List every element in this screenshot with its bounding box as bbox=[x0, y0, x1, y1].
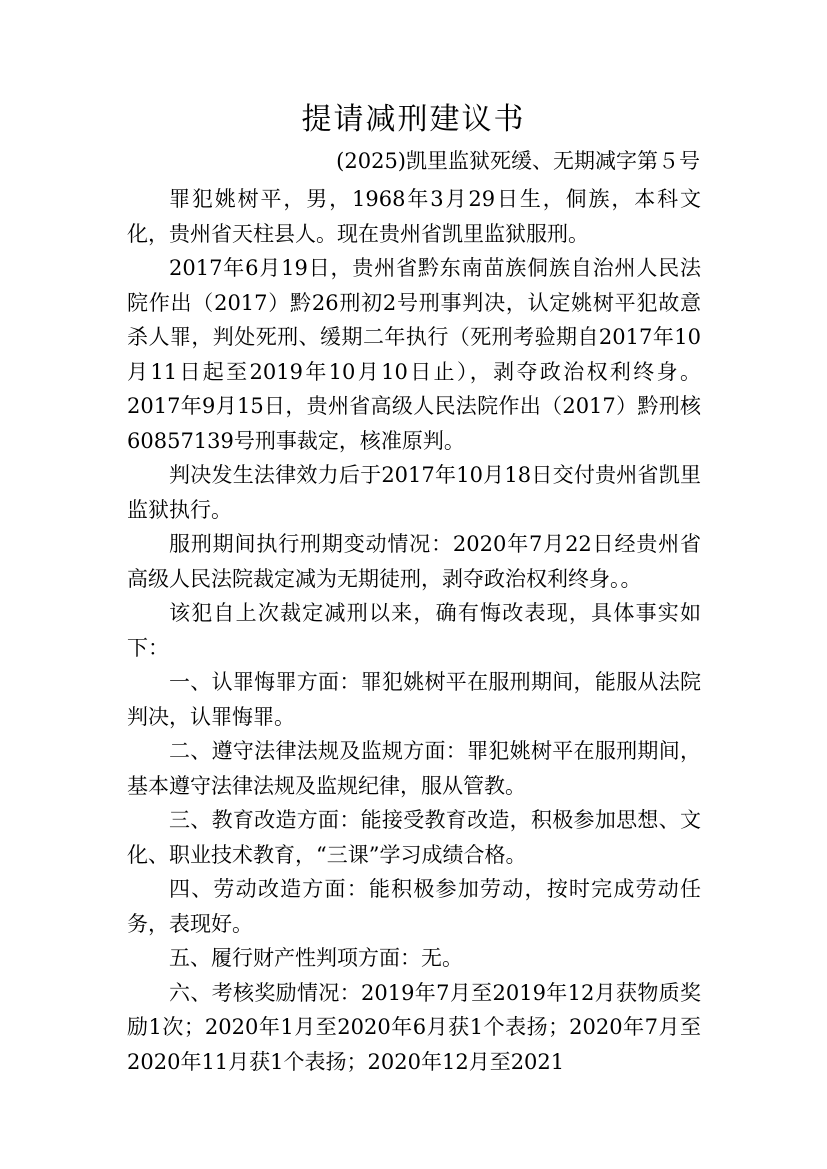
paragraph-original-judgment: 2017年6月19日，贵州省黔东南苗族侗族自治州人民法院作出（2017）黔26刑初2号刑事判决，认定姚树平犯故意杀人罪，判处死刑、缓期二年执行（死刑考验期自2017年10月11日起至2019年10月10日止），剥夺政治权利终身。2017年9月15日，贵州省高级人民法院作出（2017）黔刑核60857139号刑事裁定，核准原判。 bbox=[127, 256, 701, 453]
paragraph-offender-info: 罪犯姚树平，男，1968年3月29日生，侗族，本科文化，贵州省天柱县人。现在贵州省凯里监狱服刑。 bbox=[127, 187, 701, 246]
paragraph-facts-intro: 该犯自上次裁定减刑以来，确有悔改表现，具体事实如下： bbox=[127, 601, 701, 660]
paragraph-property: 五、履行财产性判项方面：无。 bbox=[169, 946, 463, 970]
paragraph-rewards: 六、考核奖励情况：2019年7月至2019年12月获物质奖励1次；2020年1月至2020年6月获1个表扬；2020年7月至2020年11月获1个表扬；2020年12月至2021 bbox=[127, 980, 701, 1074]
paragraph-sentence-changes: 服刑期间执行刑期变动情况：2020年7月22日经贵州省高级人民法院裁定减为无期徒刑，剥夺政治权利终身。。 bbox=[127, 532, 701, 591]
paragraph-discipline: 二、遵守法律法规及监规方面：罪犯姚树平在服刑期间，基本遵守法律法规及监规纪律，服从管教。 bbox=[127, 739, 701, 798]
paragraph-labor: 四、劳动改造方面：能积极参加劳动，按时完成劳动任务，表现好。 bbox=[127, 877, 701, 936]
paragraph-education: 三、教育改造方面：能接受教育改造，积极参加思想、文化、职业技术教育，“三课”学习成绩合格。 bbox=[127, 808, 701, 867]
paragraph-delivery: 判决发生法律效力后于2017年10月18日交付贵州省凯里监狱执行。 bbox=[127, 463, 701, 522]
document-body bbox=[127, 182, 701, 1079]
paragraph-repentance: 一、认罪悔罪方面：罪犯姚树平在服刑期间，能服从法院判决，认罪悔罪。 bbox=[127, 670, 701, 729]
document-number: (2025)凯里监狱死缓、无期减字第５号 bbox=[336, 149, 700, 173]
document-title: 提请减刑建议书 bbox=[301, 102, 526, 137]
